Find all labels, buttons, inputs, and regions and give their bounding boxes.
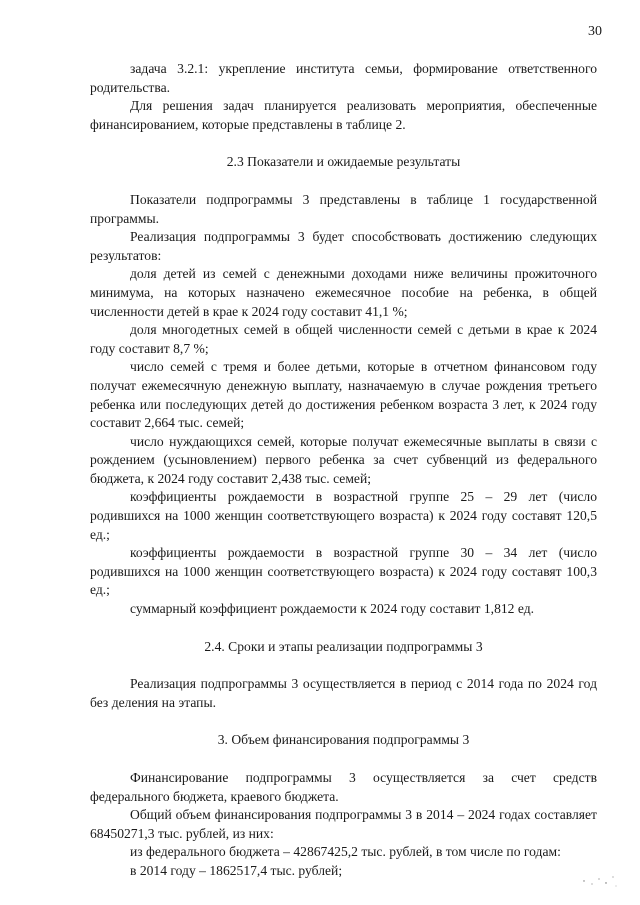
paragraph-result-third-child: число семей с тремя и более детьми, которые в отчетном финансовом году получат ежемесячную денежную выплату, назначаемую в случае рождения третьего ребенка или последующих детей до достижения ребенком возраста 3 лет, к 2024 году составит 2,664 тыс. семей; (90, 359, 597, 431)
paragraph-timeline: Реализация подпрограммы 3 осуществляется в период с 2014 года по 2024 год без деления на этапы. (90, 676, 597, 710)
scan-noise-decoration (580, 871, 620, 891)
page-number: 30 (588, 24, 602, 39)
paragraph-task-3-2-1: задача 3.2.1: укрепление института семьи, формирование ответственного родительства. (90, 61, 597, 95)
document-body (90, 60, 597, 881)
paragraph-result-first-child: число нуждающихся семей, которые получат ежемесячные выплаты в связи с рождением (усыновлением) первого ребенка за счет субвенций из федерального бюджета, к 2024 году составит 2,438 тыс. семей; (90, 433, 597, 486)
paragraph-result-large-families: доля многодетных семей в общей численности семей с детьми в крае к 2024 году составит 8,7 %; (90, 322, 597, 356)
paragraph-activities: Для решения задач планируется реализовать мероприятия, обеспеченные финансированием, которые представлены в таблице 2. (90, 98, 597, 132)
paragraph-indicators: Показатели подпрограммы 3 представлены в таблице 1 государственной программы. (90, 191, 597, 226)
paragraph-result-birth-rate-25-29: коэффициенты рождаемости в возрастной группе 25 – 29 лет (число родившихся на 1000 женщин соответствующего возраста) к 2024 году составят 120,5 ед.; (90, 489, 597, 542)
paragraph-federal-budget: из федерального бюджета – 42867425,2 тыс. рублей, в том числе по годам: (130, 844, 561, 860)
section-heading-2-4: 2.4. Сроки и этапы реализации подпрограммы 3 (204, 638, 483, 654)
paragraph-funding-total: Общий объем финансирования подпрограммы 3 в 2014 – 2024 годах составляет 68450271,3 тыс. рублей, из них: (90, 807, 597, 841)
paragraph-result-children-share: доля детей из семей с денежными доходами ниже величины прожиточного минимума, на которых назначено ежемесячное пособие на ребенка, в общей численности детей в крае к 2024 году составит 41,1 %; (90, 266, 597, 319)
section-heading-2-3: 2.3 Показатели и ожидаемые результаты (226, 154, 461, 170)
paragraph-funding-sources: Финансирование подпрограммы 3 осуществляется за счет средств федерального бюджета, краевого бюджета. (90, 770, 597, 804)
section-heading-3: 3. Объем финансирования подпрограммы 3 (217, 732, 470, 748)
paragraph-result-total-fertility: суммарный коэффициент рождаемости к 2024 году составит 1,812 ед. (130, 601, 535, 617)
paragraph-year-2014: в 2014 году – 1862517,4 тыс. рублей; (130, 862, 343, 878)
paragraph-result-birth-rate-30-34: коэффициенты рождаемости в возрастной группе 30 – 34 лет (число родившихся на 1000 женщин соответствующего возраста) к 2024 году составят 100,3 ед.; (90, 545, 597, 598)
paragraph-results-intro: Реализация подпрограммы 3 будет способствовать достижению следующих результатов: (90, 229, 597, 263)
